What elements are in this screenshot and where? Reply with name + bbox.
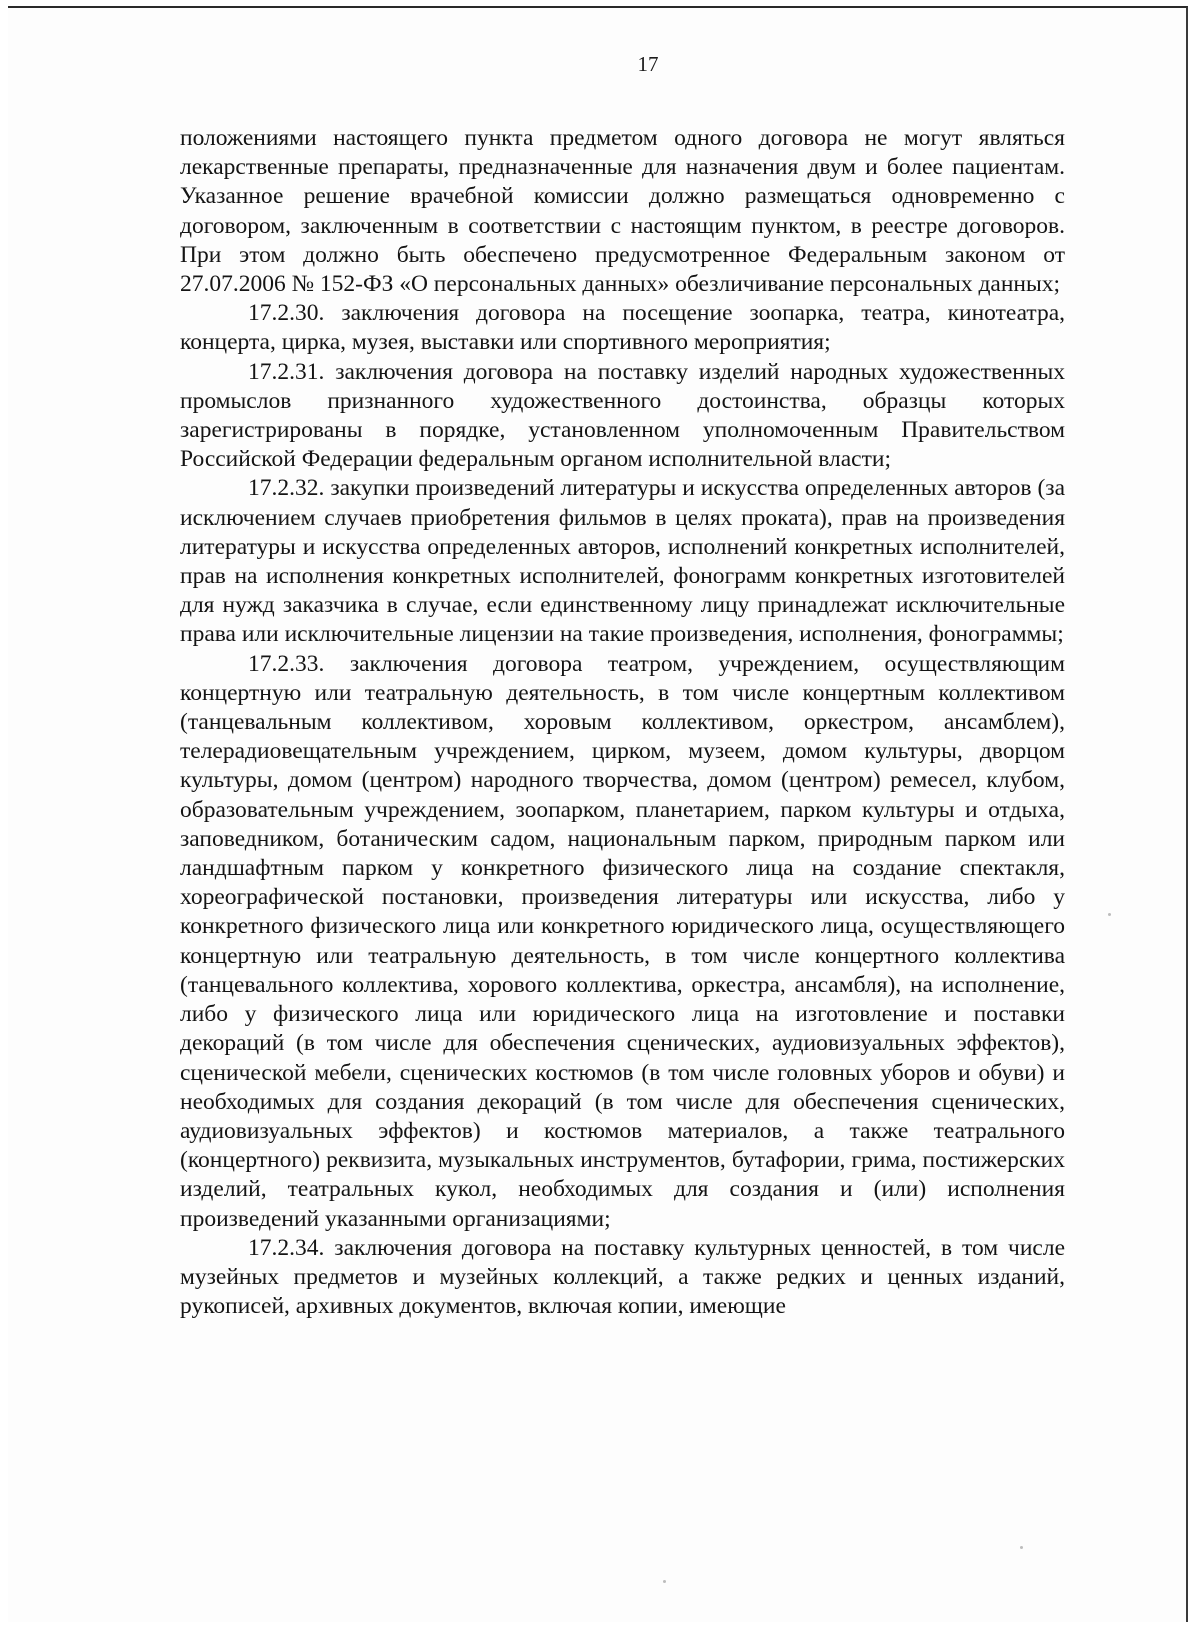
scan-artifact (1020, 1546, 1023, 1549)
clause-17-2-30 (180, 299, 1065, 357)
clause-number: 17.2.30. (248, 300, 325, 327)
scan-artifact (1108, 913, 1111, 916)
clause-text: заключения договора на поставку культурных ценностей, в том числе музейных предметов и музейных коллекций, а также редких и ценных изданий, рукописей, архивных документов, включая копии, имеющие (180, 1234, 1066, 1320)
scan-artifact (663, 1580, 666, 1583)
clause-text: заключения договора на посещение зоопарка, театра, кинотеатра, концерта, цирка, музея, выставки или спортивного мероприятия; (180, 300, 1066, 356)
clause-number: 17.2.34. (248, 1234, 325, 1261)
paragraph-continuation (180, 124, 1065, 299)
page-number: 17 (637, 52, 659, 76)
clause-17-2-33 (180, 650, 1065, 1234)
document-body (180, 124, 1065, 1321)
clause-number: 17.2.31. (248, 358, 325, 385)
clause-text: заключения договора театром, учреждением, осуществляющим концертную или театральную деятельность, в том числе концертным коллективом (танцевальным коллективом, хоровым коллективом, оркестром, ансамблем), телерадиовещательным учреждением, цирком, музеем, домом культуры, дворцом культуры, домом (центром) народного творчества, домом (центром) ремесел, клубом, образовательным учреждением, зоопарком, планетарием, парком культуры и отдыха, заповедником, ботаническим садом, национальным парком, природным парком или ландшафтным парком у конкретного физического лица на создание спектакля, хореографической постановки, произведения литературы или искусства, либо у конкретного физического лица или конкретного юридического лица, осуществляющего концертную или театральную деятельность, в том числе концертного коллектива (танцевального коллектива, хорового коллектива, оркестра, ансамбля), на исполнение, либо у физического лица или юридического лица на изготовление и поставки декораций (в том числе для обеспечения сценических, аудиовизуальных эффектов), сценической мебели, сценических костюмов (в том числе головных уборов и обуви) и необходимых для создания декораций (в том числе для обеспечения сценических, аудиовизуальных эффектов) и костюмов материалов, а также театрального (концертного) реквизита, музыкальных инструментов, бутафории, грима, постижерских изделий, театральных кукол, необходимых для создания и (или) исполнения произведений указанными организациями; (180, 650, 1066, 1232)
clause-17-2-34 (180, 1234, 1065, 1322)
clause-number: 17.2.32. (248, 475, 325, 502)
clause-number: 17.2.33. (248, 650, 325, 677)
clause-text: закупки произведений литературы и искусства определенных авторов (за исключением случаев приобретения фильмов в целях проката), прав на произведения литературы и искусства определенных авторов, исполнений конкретных исполнителей, прав на исполнения конкретных исполнителей, фонограмм конкретных изготовителей для нужд заказчика в случае, если единственному лицу принадлежат исключительные права или исключительные лицензии на такие произведения, исполнения, фонограммы; (180, 475, 1066, 648)
paragraph-text: положениями настоящего пункта предметом одного договора не могут являться лекарственные препараты, предназначенные для назначения двум и более пациентам. Указанное решение врачебной комиссии должно размещаться одновременно с договором, заключенным в соответствии с настоящим пунктом, в реестре договоров. При этом должно быть обеспечено предусмотренное Федеральным законом от 27.07.2006 № 152-ФЗ «О персональных данных» обезличивание персональных данных; (180, 125, 1065, 298)
document-page (8, 6, 1188, 1622)
clause-17-2-31 (180, 358, 1065, 475)
clause-text: заключения договора на поставку изделий народных художественных промыслов признанного художественного достоинства, образцы которых зарегистрированы в порядке, установленном уполномоченным Правительством Российской Федерации федеральным органом исполнительной власти; (180, 358, 1065, 473)
clause-17-2-32 (180, 474, 1065, 649)
